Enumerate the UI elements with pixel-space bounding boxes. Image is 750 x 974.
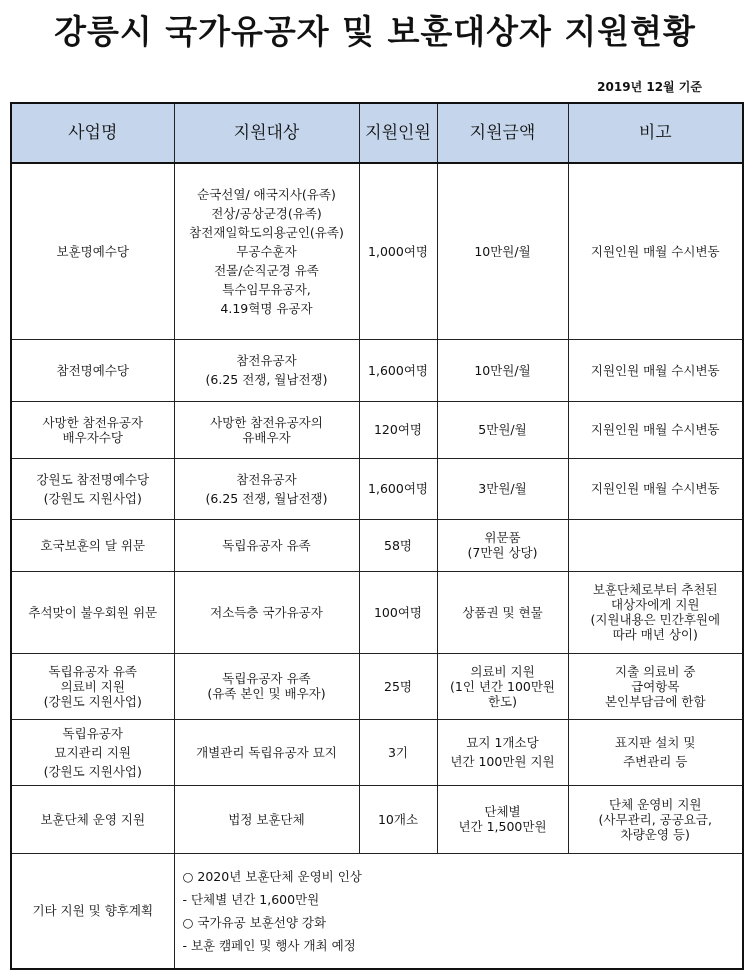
business-name-line: 사망한 참전유공자 bbox=[42, 414, 144, 430]
note-line: 대상자에게 지원 bbox=[611, 597, 700, 612]
support-amount-cell bbox=[437, 163, 568, 339]
table-row bbox=[11, 571, 743, 653]
header-note: 비고 bbox=[568, 103, 743, 163]
note-line: 주변관리 등 bbox=[623, 754, 688, 769]
business-name-line: 배우자수당 bbox=[62, 429, 123, 445]
note-line: 지원인원 매월 수시변동 bbox=[590, 362, 720, 378]
business-name-line: 묘지관리 지원 bbox=[54, 744, 131, 760]
business-name-cell bbox=[11, 339, 174, 401]
business-name-line: 독립유공자 유족 bbox=[48, 663, 137, 679]
business-name-cell bbox=[11, 163, 174, 339]
business-name-line: (강원도 지원사업) bbox=[43, 693, 142, 709]
support-amount-line: 위문품 bbox=[484, 530, 521, 545]
support-amount-line: 5만원/월 bbox=[478, 422, 527, 437]
support-people-cell: 25명 bbox=[359, 653, 437, 719]
note-line: 표지판 설치 및 bbox=[615, 735, 696, 750]
support-amount-line: 년간 100만원 지원 bbox=[450, 754, 555, 769]
note-cell bbox=[568, 785, 743, 853]
business-name-line: 참전명예수당 bbox=[56, 362, 129, 378]
support-target-line: 순국선열/ 애국지사(유족) bbox=[197, 186, 336, 202]
business-name-line: 의료비 지원 bbox=[60, 678, 125, 694]
support-people-cell: 3기 bbox=[359, 719, 437, 785]
note-cell bbox=[568, 719, 743, 785]
business-name-cell bbox=[11, 458, 174, 519]
note-cell bbox=[568, 401, 743, 458]
note-cell bbox=[568, 571, 743, 653]
business-name-cell bbox=[11, 719, 174, 785]
business-name-cell bbox=[11, 653, 174, 719]
support-amount-cell bbox=[437, 458, 568, 519]
support-target-cell bbox=[174, 163, 359, 339]
table-row bbox=[11, 719, 743, 785]
support-target-line: 독립유공자 유족 bbox=[222, 671, 311, 686]
future-plan-items bbox=[174, 853, 743, 969]
support-people-cell: 120여명 bbox=[359, 401, 437, 458]
note-cell bbox=[568, 339, 743, 401]
future-plan-item: - 보훈 캠페인 및 행사 개최 예정 bbox=[182, 937, 356, 953]
business-name-cell bbox=[11, 785, 174, 853]
support-amount-line: (1인 년간 100만원 bbox=[449, 678, 555, 694]
support-target-cell bbox=[174, 401, 359, 458]
support-amount-cell bbox=[437, 339, 568, 401]
business-name-line: 추석맞이 불우회원 위문 bbox=[28, 604, 158, 620]
support-target-line: 특수임무유공자, bbox=[222, 281, 311, 297]
support-amount-cell bbox=[437, 785, 568, 853]
support-target-cell bbox=[174, 339, 359, 401]
support-target-line: (6.25 전쟁, 월남전쟁) bbox=[205, 490, 328, 506]
header-amount: 지원금액 bbox=[437, 103, 568, 163]
support-target-line: 4.19혁명 유공자 bbox=[220, 300, 313, 316]
note-line: 보훈단체로부터 추천된 bbox=[592, 582, 718, 597]
header-people: 지원인원 bbox=[359, 103, 437, 163]
support-status-table bbox=[10, 102, 744, 970]
support-amount-line: (7만원 상당) bbox=[467, 545, 538, 560]
note-line: (지원내용은 민간후원에 bbox=[590, 612, 721, 627]
note-line: 급여항목 bbox=[631, 678, 680, 694]
support-amount-line: 년간 1,500만원 bbox=[458, 819, 547, 834]
note-cell bbox=[568, 163, 743, 339]
future-plan-item: ○ 2020년 보훈단체 운영비 인상 bbox=[182, 868, 362, 884]
support-amount-line: 3만원/월 bbox=[478, 481, 527, 496]
future-plan-item: ○ 국가유공 보훈선양 강화 bbox=[182, 914, 327, 930]
support-amount-line: 단체별 bbox=[484, 804, 521, 819]
note-line: 본인부담금에 한함 bbox=[604, 693, 706, 709]
support-amount-cell bbox=[437, 653, 568, 719]
support-target-cell bbox=[174, 519, 359, 571]
business-name-cell bbox=[11, 519, 174, 571]
support-target-line: 사망한 참전유공자의 bbox=[210, 414, 323, 430]
support-amount-cell bbox=[437, 519, 568, 571]
header-row bbox=[11, 103, 743, 163]
future-plan-item: - 단체별 년간 1,600만원 bbox=[182, 891, 320, 907]
support-amount-line: 한도) bbox=[487, 693, 518, 709]
business-name-cell bbox=[11, 571, 174, 653]
note-line: (사무관리, 공공요금, bbox=[598, 811, 712, 827]
note-line: 따라 매년 상이) bbox=[612, 627, 698, 642]
support-amount-line: 10만원/월 bbox=[474, 243, 531, 259]
support-target-line: 참전재일학도의용군인(유족) bbox=[189, 224, 344, 240]
support-target-line: 무공수훈자 bbox=[236, 243, 297, 259]
table-row bbox=[11, 653, 743, 719]
business-name-line: 호국보훈의 달 위문 bbox=[40, 537, 146, 553]
business-name-line: 강원도 참전명예수당 bbox=[36, 471, 150, 487]
table-row bbox=[11, 163, 743, 339]
table-row bbox=[11, 401, 743, 458]
header-target: 지원대상 bbox=[174, 103, 359, 163]
table-row bbox=[11, 458, 743, 519]
future-plan-row bbox=[11, 853, 743, 969]
support-target-cell bbox=[174, 458, 359, 519]
business-name-line: (강원도 지원사업) bbox=[43, 490, 142, 506]
note-line: 지원인원 매월 수시변동 bbox=[590, 422, 720, 437]
support-people-cell: 58명 bbox=[359, 519, 437, 571]
business-name-line: 보훈명예수당 bbox=[56, 243, 129, 259]
business-name-cell bbox=[11, 401, 174, 458]
table-row bbox=[11, 519, 743, 571]
support-target-line: 참전유공자 bbox=[236, 471, 297, 487]
note-cell bbox=[568, 458, 743, 519]
header-business-name: 사업명 bbox=[11, 103, 174, 163]
business-name-line: (강원도 지원사업) bbox=[43, 763, 142, 779]
future-plan-name: 기타 지원 및 향후계획 bbox=[11, 853, 174, 969]
table-row bbox=[11, 339, 743, 401]
note-line: 단체 운영비 지원 bbox=[609, 796, 702, 812]
support-target-line: (유족 본인 및 배우자) bbox=[207, 686, 326, 701]
business-name-line: 독립유공자 bbox=[62, 725, 123, 741]
support-target-cell bbox=[174, 653, 359, 719]
table-body bbox=[11, 163, 743, 853]
reference-date: 2019년 12월 기준 bbox=[597, 80, 702, 94]
support-target-line: (6.25 전쟁, 월남전쟁) bbox=[205, 372, 328, 387]
support-people-cell: 1,600여명 bbox=[359, 339, 437, 401]
page-title: 강릉시 국가유공자 및 보훈대상자 지원현황 bbox=[54, 12, 696, 51]
support-people-cell: 100여명 bbox=[359, 571, 437, 653]
support-amount-cell bbox=[437, 401, 568, 458]
support-target-line: 개별관리 독립유공자 묘지 bbox=[196, 744, 337, 760]
support-amount-line: 상품권 및 현물 bbox=[462, 604, 543, 620]
support-amount-line: 의료비 지원 bbox=[470, 663, 535, 679]
table-row bbox=[11, 785, 743, 853]
note-line: 지원인원 매월 수시변동 bbox=[590, 243, 720, 259]
support-target-line: 저소득층 국가유공자 bbox=[210, 604, 323, 620]
support-amount-line: 10만원/월 bbox=[474, 362, 531, 378]
support-amount-line: 묘지 1개소당 bbox=[466, 735, 539, 750]
support-amount-cell bbox=[437, 571, 568, 653]
support-people-cell: 1,000여명 bbox=[359, 163, 437, 339]
note-line: 지출 의료비 중 bbox=[615, 663, 696, 679]
support-target-cell bbox=[174, 785, 359, 853]
support-target-line: 전몰/순직군경 유족 bbox=[214, 262, 319, 278]
support-target-line: 법정 보훈단체 bbox=[228, 811, 305, 827]
support-target-line: 전상/공상군경(유족) bbox=[211, 205, 322, 221]
support-amount-cell bbox=[437, 719, 568, 785]
note-line: 차량운영 등) bbox=[620, 826, 690, 842]
note-cell bbox=[568, 519, 743, 571]
support-target-line: 참전유공자 bbox=[236, 353, 297, 368]
note-cell bbox=[568, 653, 743, 719]
support-target-cell bbox=[174, 571, 359, 653]
support-people-cell: 10개소 bbox=[359, 785, 437, 853]
business-name-line: 보훈단체 운영 지원 bbox=[40, 811, 146, 827]
support-target-line: 독립유공자 유족 bbox=[222, 537, 311, 553]
note-line: 지원인원 매월 수시변동 bbox=[590, 481, 720, 496]
support-people-cell: 1,600여명 bbox=[359, 458, 437, 519]
support-target-cell bbox=[174, 719, 359, 785]
support-target-line: 유배우자 bbox=[242, 429, 291, 445]
